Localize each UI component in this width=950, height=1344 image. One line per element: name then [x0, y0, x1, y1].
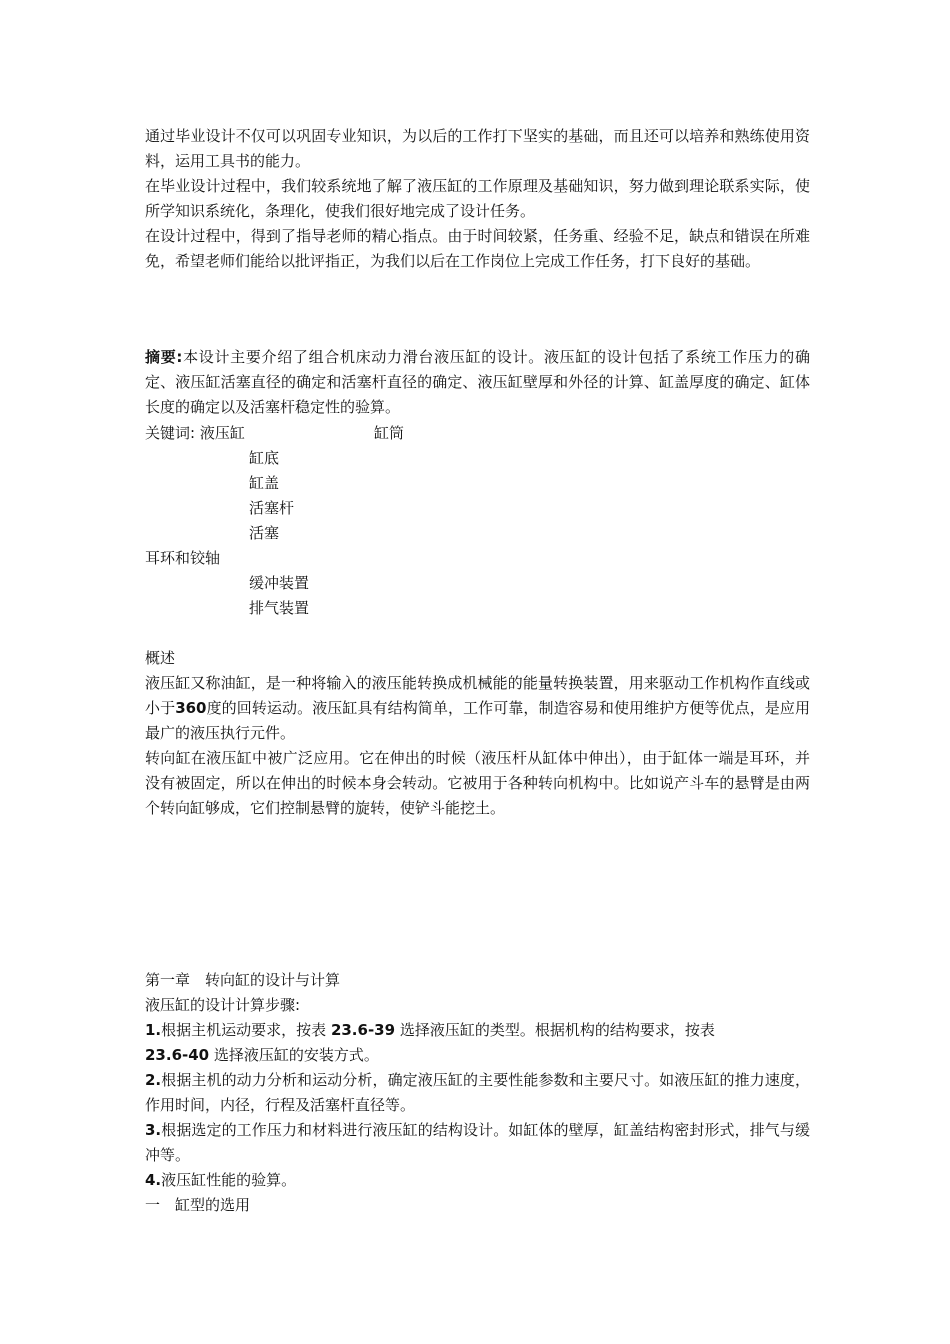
- keyword-item: 缸底: [249, 449, 280, 467]
- intro-paragraph-3: 在设计过程中，得到了指导老师的精心指点。由于时间较紧，任务重、经验不足，缺点和错误在所难免，希望老师们能给以批评指正，为我们以后在工作岗位上完成工作任务，打下良好的基础。: [145, 227, 810, 270]
- step-2: [145, 1068, 810, 1118]
- keywords-label: 关键词:: [145, 424, 196, 442]
- keyword-item: 活塞: [249, 524, 280, 542]
- overview-number: 360: [175, 699, 207, 717]
- keyword-item: 排气装置: [249, 599, 310, 617]
- intro-section: [145, 124, 810, 274]
- overview-text: 液压缸又称油缸，是一种将输入的液压能转换成机械能的能量转换装置，用来驱动工作机构作直线或小于: [145, 674, 810, 717]
- step-number: 3.: [145, 1121, 162, 1139]
- step-1: [145, 1018, 810, 1068]
- step-text: 根据主机的动力分析和运动分析，确定液压缸的主要性能参数和主要尺寸。如液压缸的推力速度，作用时间，内径，行程及活塞杆直径等。: [145, 1071, 810, 1114]
- overview-paragraph-2: 转向缸在液压缸中被广泛应用。它在伸出的时候（液压杆从缸体中伸出），由于缸体一端是耳环，并没有被固定，所以在伸出的时候本身会转动。它被用于各种转向机构中。比如说产斗车的悬臂是由两个转向缸够成，它们控制悬臂的旋转，使铲斗能挖土。: [145, 749, 810, 817]
- keyword-item: 活塞杆: [249, 499, 295, 517]
- step-4: [145, 1168, 810, 1193]
- step-text: 选择液压缸的类型。根据机构的结构要求，按表: [399, 1021, 715, 1039]
- step-text: 液压缸性能的验算。: [161, 1171, 297, 1189]
- chapter-title: 第一章 转向缸的设计与计算: [145, 971, 341, 989]
- table-ref: 23.6-40: [145, 1046, 210, 1064]
- overview-section: [145, 646, 810, 821]
- overview-heading: 概述: [145, 649, 176, 667]
- overview-text: 度的回转运动。液压缸具有结构简单，工作可靠，制造容易和使用维护方便等优点，是应用最广的液压执行元件。: [145, 699, 810, 742]
- keyword-item: 缸筒: [374, 424, 405, 442]
- keywords-row-1: [145, 421, 245, 446]
- step-text: 选择液压缸的安装方式。: [213, 1046, 379, 1064]
- step-text: 根据选定的工作压力和材料进行液压缸的结构设计。如缸体的壁厚，缸盖结构密封形式，排气与缓冲等。: [145, 1121, 810, 1164]
- step-3: [145, 1118, 810, 1168]
- abstract-paragraph: [145, 345, 810, 420]
- overview-paragraph-1: [145, 671, 810, 746]
- step-number: 2.: [145, 1071, 162, 1089]
- keyword-item: 缓冲装置: [249, 574, 310, 592]
- intro-paragraph-2: 在毕业设计过程中，我们较系统地了解了液压缸的工作原理及基础知识，努力做到理论联系实际，使所学知识系统化，条理化，使我们很好地完成了设计任务。: [145, 177, 810, 220]
- keyword-item: 液压缸: [199, 424, 245, 442]
- abstract-label: 摘要:: [145, 348, 183, 366]
- abstract-text: 本设计主要介绍了组合机床动力滑台液压缸的设计。液压缸的设计包括了系统工作压力的确定、液压缸活塞直径的确定和活塞杆直径的确定、液压缸壁厚和外径的计算、缸盖厚度的确定、缸体长度的确定以及活塞杆稳定性的验算。: [145, 348, 810, 416]
- abstract-section: [145, 345, 810, 420]
- steps-heading: 液压缸的设计计算步骤:: [145, 996, 301, 1014]
- keyword-item: 耳环和铰轴: [145, 549, 221, 567]
- step-number: 4.: [145, 1171, 162, 1189]
- step-text: 根据主机运动要求，按表: [161, 1021, 327, 1039]
- table-ref: 23.6-39: [330, 1021, 396, 1039]
- step-number: 1.: [145, 1021, 162, 1039]
- keyword-item: 缸盖: [249, 474, 280, 492]
- section-heading: 一 缸型的选用: [145, 1196, 251, 1214]
- chapter-section: [145, 968, 810, 1218]
- intro-paragraph-1: 通过毕业设计不仅可以巩固专业知识，为以后的工作打下坚实的基础，而且还可以培养和熟练使用资料，运用工具书的能力。: [145, 127, 810, 170]
